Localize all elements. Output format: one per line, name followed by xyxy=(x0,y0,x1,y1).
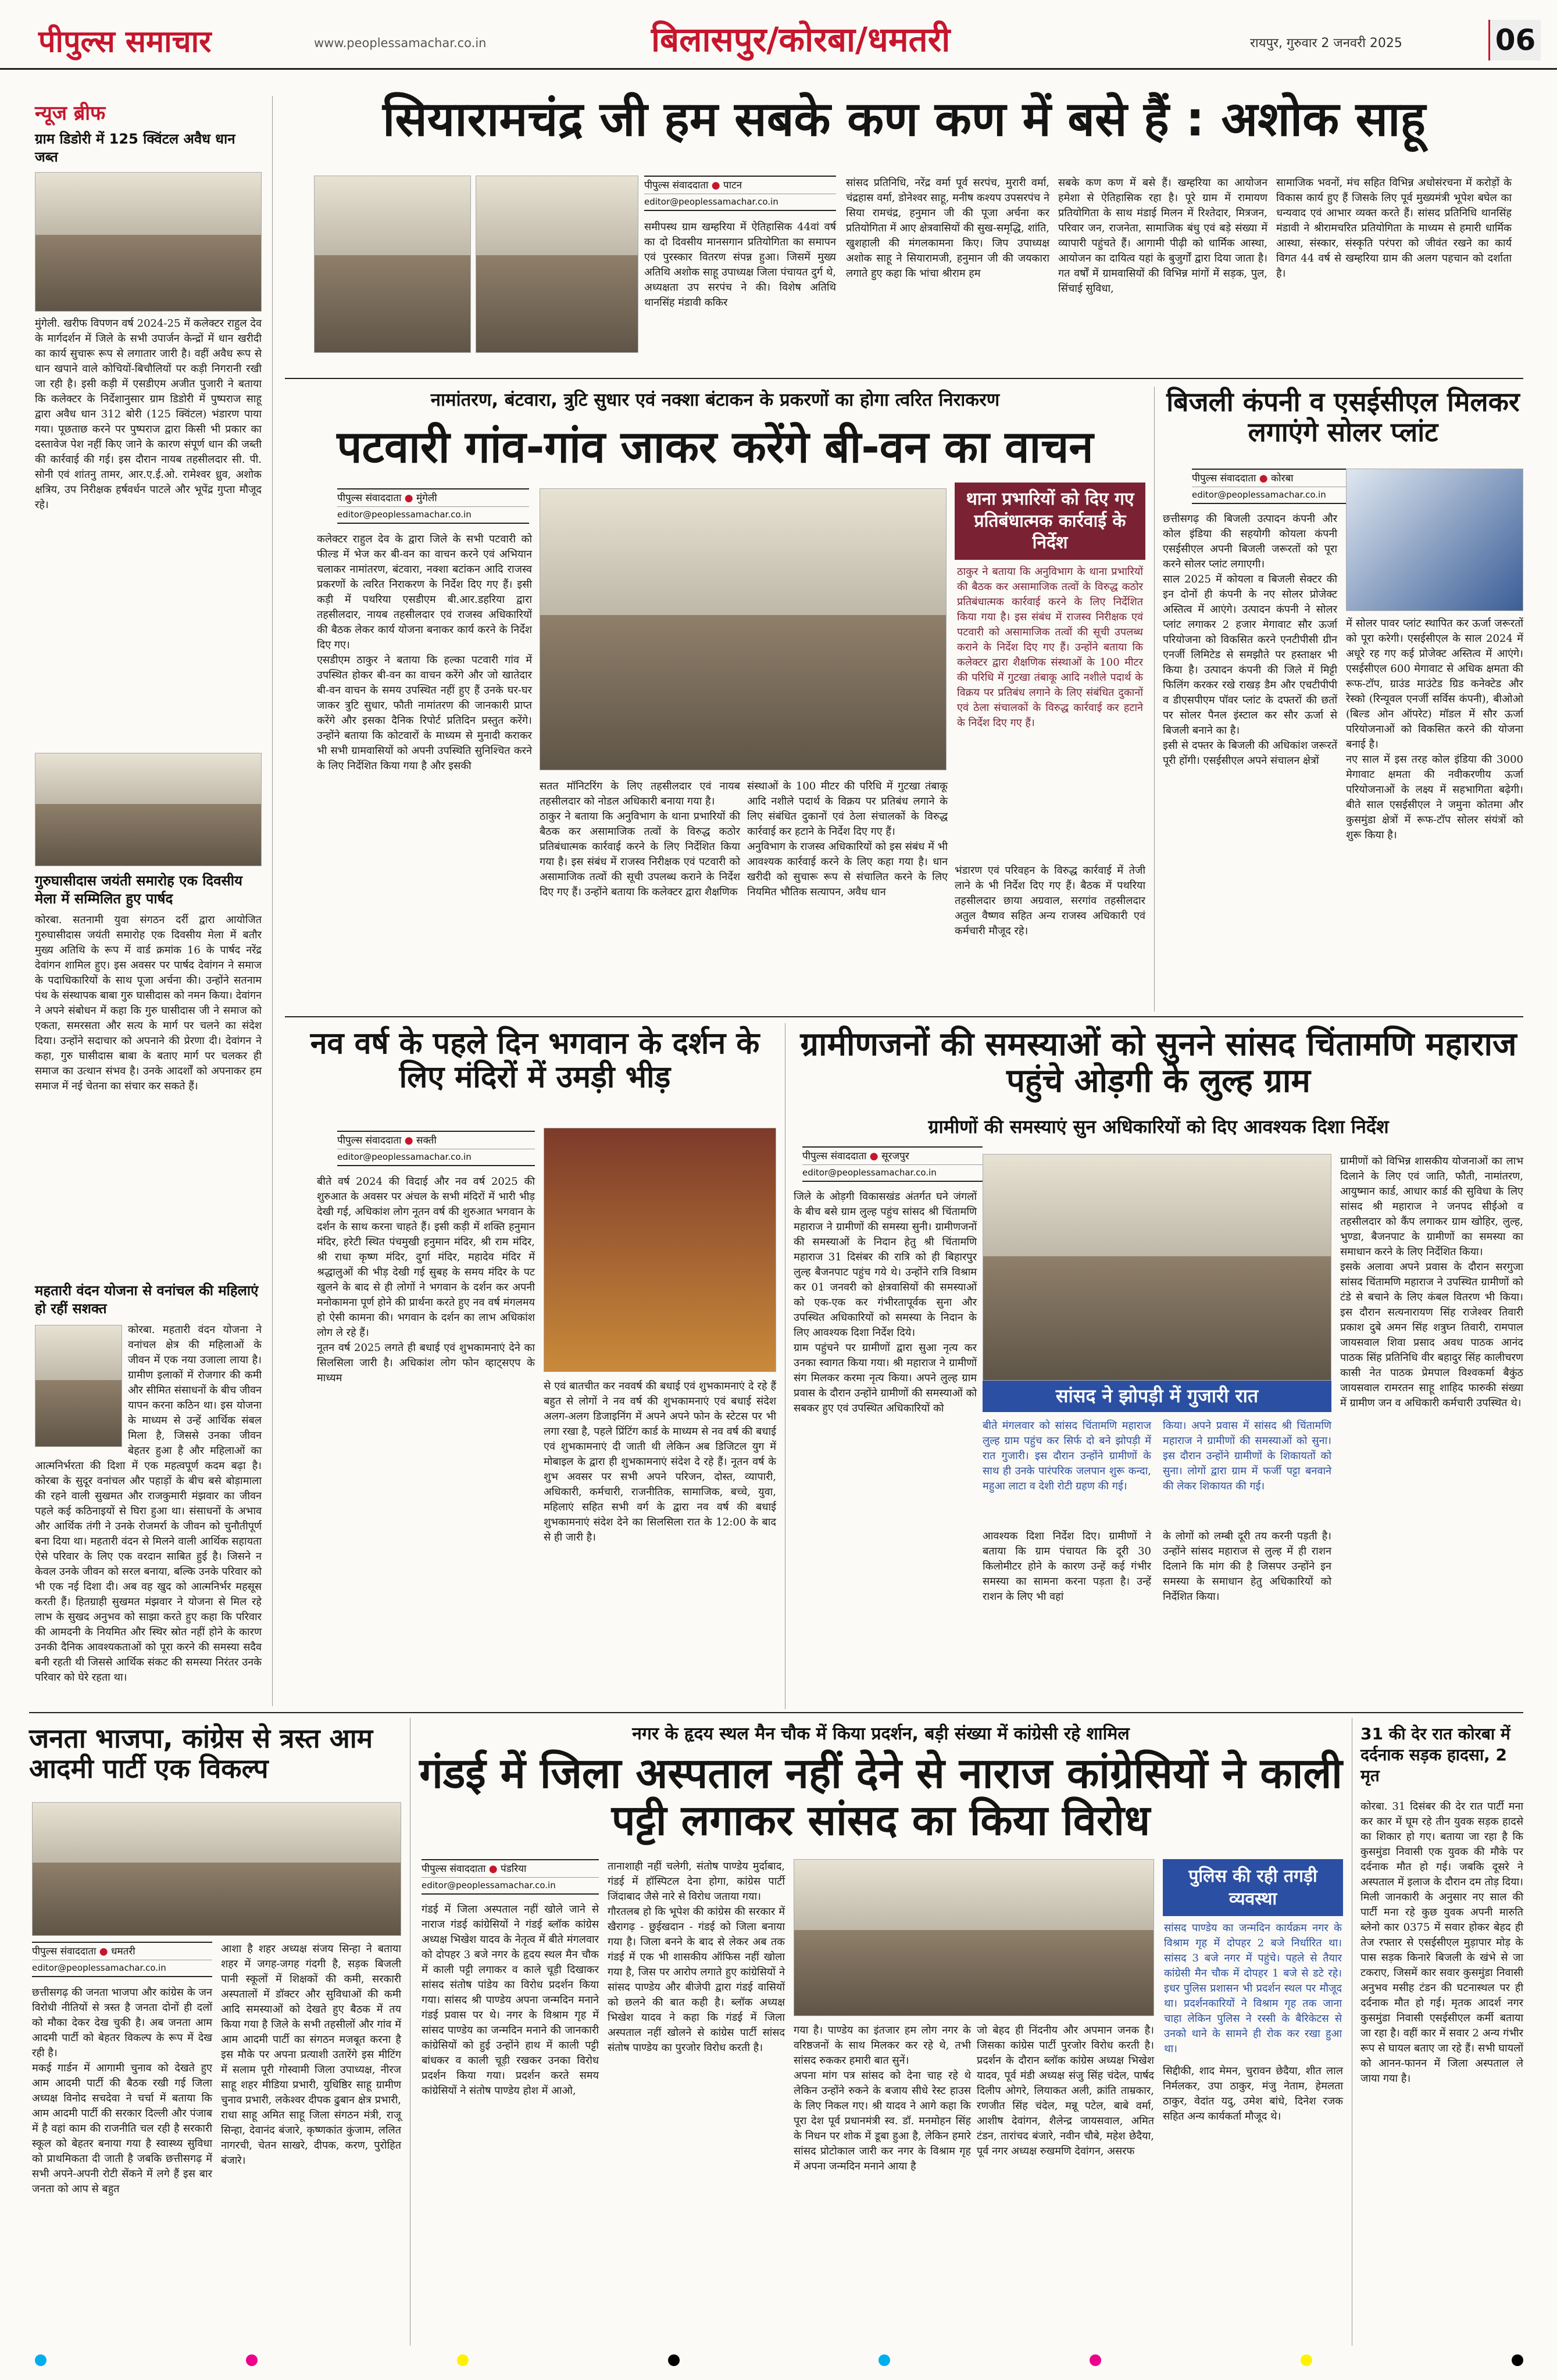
aap-byline-name: पीपुल्स संवाददाता xyxy=(32,1946,97,1957)
patwari-col-4: भंडारण एवं परिवहन के विरुद्ध कार्रवाई में तेजी लाने के भी निर्देश दिए गए हैं। बैठक में पथरिया तहसीलदार छाया अग्रवाल, सरगांव तहसीलदार अतुल वैष्णव सहित अन्य राजस्व अधिकारी एवं कर्मचारी मौजूद रहे। xyxy=(955,864,1145,937)
mp-visit-byline-name: पीपुल्स संवाददाता xyxy=(802,1150,867,1162)
gandai-col-4: जो बेहद ही निंदनीय और अपमान जनक है। जिसका कांग्रेस पार्टी पुरजोर विरोध करती है। प्रदर्शन के दौरान ब्लॉक कांग्रेस अध्यक्ष भिखेश यादव, पूर्व मंडी अध्यक्ष संजु सिंह चंदेल, पार्षद दिलीप ओगरे, लियाकत अली, क्रांति ताम्रकार, रणजीत सिंह चंदेल, मन्नू पटेल, बाबे वर्मा, आशीष देवांगन, शैलेन्द्र जायसवाल, अमित टंडन, तारांचद बंजारे, नवीन चौबे, महेश छेदैया, पूर्व नगर अध्यक्ष रुखमणि देवांगन, असरफ xyxy=(977,2024,1154,2157)
gandai-byline-place: पंडरिया xyxy=(501,1863,527,1875)
news-brief xyxy=(35,99,262,513)
police-arrangement-box xyxy=(1163,1859,1343,2124)
siyaram-byline-email[interactable]: editor@peoplessamachar.co.in xyxy=(644,194,836,211)
solar-byline-name: पीपुल्स संवाददाता xyxy=(1192,473,1256,484)
guru-ghasidas-headline: गुरुघासीदास जयंती समारोह एक दिवसीय मेला में सम्मिलित हुए पार्षद xyxy=(35,873,242,907)
mp-hut-col-2: किया। अपने प्रवास में सांसद श्री चिंतामणि महाराज ने ग्रामीणों की समस्याओं को सुना। इस दौरान उन्होंने ग्रामीणों के शिकायतों को सुना। लोगों द्वारा ग्राम में फर्जी पट्टा बनवाने की लेकर शिकायत की गई। xyxy=(1163,1420,1331,1492)
mp-visit-subhead: ग्रामीणों की समस्याएं सुन अधिकारियों को दिए आवश्यक दिशा निर्देश xyxy=(928,1116,1389,1138)
aap-col-1: छत्तीसगढ़ की जनता भाजपा और कांग्रेस के जन विरोधी नीतियों से त्रस्त है जनता दोनों ही दलों को मौका देकर देख चुकी है। अब जनता आम आदमी पार्टी को बेहतर विकल्प के रूप में देख रही है। मकई गार्डन में आगामी चुनाव को देखते हुए आम आदमी पार्टी की बैठक रखी गई जिला अध्यक्ष विनोद सचदेवा ने चर्चा में बताया कि आम आदमी पार्टी की सरकार दिल्ली और पंजाब में है वहां काम की राजनीति चल रही है सरकारी स्कूल को बेहतर बनाया गया है स्वास्थ्य सुविधा को प्राथमिकता दी जाती है जबकि छत्तीसगढ़ में सभी अपने-अपनी रोटी सेंकने में लगे हैं इस बार जनता को आप से बहुत xyxy=(32,1986,212,2195)
police-directive-title: थाना प्रभारियों को दिए गए प्रतिबंधात्मक कार्रवाई के निर्देश xyxy=(955,483,1145,560)
patwari-headline: पटवारी गांव-गांव जाकर करेंगे बी-वन का वाचन xyxy=(337,421,1094,473)
gandai-protest-photo xyxy=(794,1859,1154,2016)
gandai-col-5: सिद्दीकी, शाद मेमन, चुरावन छेदैया, शीत लाल निर्मलकर, उपा ठाकुर, मंजु नेताम, हेमलता ठाकुर, वेदांत यदु, उमेश बांधे, दिनेश रजक सहित अन्य कार्यकर्ता मौजूद थे। xyxy=(1163,2065,1343,2122)
police-arrangement-title: पुलिस की रही तगड़ी व्यवस्था xyxy=(1163,1859,1343,1916)
siyaram-col-2: सांसद प्रतिनिधि, नरेंद्र वर्मा पूर्व सरपंच, मुरारी वर्मा, चंद्रहास वर्मा, डोनेश्वर साहू, मनीष कश्यप उपसरपंच ने सिया रामचंद्र, हनुमान जी की पूजा अर्चना कर प्रतियोगिता में आए क्षेत्रवासियों की सुख-समृद्धि, शांति, खुशहाली की मंगलकामना किए। जिप उपाध्यक्ष अशोक साहू ने सियारामजी, हनुमान जी की जयकारा लगाते हुए कहा कि भांचा श्रीराम हम xyxy=(846,177,1049,280)
siyaram-col-4: सामाजिक भवनों, मंच सहित विभिन्न अधोसंरचना में करोड़ों के विकास कार्य हुए हैं जिसके लिए पूर्व मुख्यमंत्री भूपेश बघेल का धन्यवाद एवं आभार व्यक्त करते हैं। सांसद प्रतिनिधि थानसिंह मंडावी ने श्रीरामचरित प्रतियोगिता के माध्यम से हमारी धार्मिक आस्था, संस्कार, संस्कृति परंपरा को जीवंत रखने का कार्य विगत 44 वर्ष से खम्हरिया ग्राम की अलग पहचान को दर्शाता है। xyxy=(1276,177,1512,280)
divider-1 xyxy=(285,378,1523,379)
aap-byline: पीपुल्स संवाददाता ● धमतरी editor@peoplessamachar.co.in xyxy=(32,1942,212,1977)
patwari-byline-place: मुंगेली xyxy=(416,492,437,504)
website-url[interactable]: www.peoplessamachar.co.in xyxy=(314,36,487,50)
gandai-col-3: गया है। पाण्डेय का इंतजार हम लोग नगर के वरिष्ठजनों के साथ मिलकर कर रहे थे, तभी सांसद रुककर हमारी बात सुनें। अपना मांग पत्र सांसद को देना चाह रहे थे लेकिन उन्होंने रुकने के बजाय सीधे रेस्ट हाउस के लिए निकल गए। श्री यादव ने आगे कहा कि पूरा देश पूर्व प्रधानमंत्री स्व. डॉ. मनमोहन सिंह के निधन पर शोक में डूबा हुआ है, लेकिन हमारे सांसद प्रोटोकाल जारी कर नगर के विश्राम गृह में अपना जन्मदिन मनाने आया है xyxy=(794,2024,971,2172)
patwari-kicker: नामांतरण, बंटवारा, त्रुटि सुधार एवं नक्शा बंटाकन के प्रकरणों का होगा त्वरित निराकरण xyxy=(430,389,1000,410)
patwari-byline-email[interactable]: editor@peoplessamachar.co.in xyxy=(337,506,529,524)
temple-byline-place: सक्ती xyxy=(416,1135,437,1146)
temple-col-2: से एवं बातचीत कर नववर्ष की बधाई एवं शुभकामनाएं दे रहे हैं बहुत से लोगों ने नव वर्ष की शुभकामनाएं एवं बधाई संदेश अलग-अलग डिजाइनिंग में अपने अपने फोन के स्टेटस पर भी लगा रखा है, पहले प्रिंटिंग कार्ड के माध्यम से नव वर्ष की बधाई एवं शुभकामनाएं दी जाती थी लेकिन अब डिजिटल युग में मोबाइल के द्वारा ही शुभकामनाएं संदेश दे रहे हैं। नूतन वर्ष के शुभ अवसर पर सभी अपने परिजन, दोस्त, व्यापारी, अधिकारी, कर्मचारी, राजनीतिक, सामाजिक, बच्चे, युवा, महिलाएं सहित सभी वर्ग के द्वारा नव वर्ष की बधाई शुभकामनाएं संदेश देने का सिलसिला रात के 12:00 के बाद से ही जारी है। xyxy=(544,1380,776,1543)
gandai-byline-name: पीपुल्स संवाददाता xyxy=(422,1863,486,1875)
mp-visit-headline: ग्रामीणजनों की समस्याओं को सुनने सांसद चिंतामणि महाराज पहुंचे ओड़गी के लुल्ह ग्राम xyxy=(800,1025,1517,1100)
siyaram-byline-name: पीपुल्स संवाददाता xyxy=(644,180,709,191)
temple-byline: पीपुल्स संवाददाता ● सक्ती editor@peoplessamachar.co.in xyxy=(337,1131,535,1166)
divider-3 xyxy=(29,1712,1523,1713)
guru-ghasidas-photo xyxy=(35,753,262,866)
solar-headline: बिजली कंपनी व एसईसीएल मिलकर लगाएंगे सोलर प्लांट xyxy=(1166,386,1520,448)
page-number: 06 xyxy=(1488,20,1541,60)
aap-byline-place: धमतरी xyxy=(111,1946,135,1957)
guru-ghasidas-story xyxy=(35,753,262,1094)
aap-byline-email[interactable]: editor@peoplessamachar.co.in xyxy=(32,1960,212,1977)
divider-patwari-solar xyxy=(1154,387,1155,1012)
gandai-col-2: तानाशाही नहीं चलेगी, संतोष पाण्डेय मुर्दाबाद, गंडई में हॉस्पिटल देना होगा, कांग्रेस पार्टी जिंदाबाद जैसे नारे से विरोध जताया गया। गौरतलब हो कि भूपेश की कांग्रेस की सरकार में खैरागढ़ - छुईखदान - गंडई को जिला बनाया गया है। जिला बनने के बाद से लेकर अब तक गंडई में एक भी शासकीय ऑफिस नहीं खोला गया है, जिस पर आरोप लगाते हुए कांग्रेसियों ने सांसद पाण्डेय और बीजेपी द्वारा गंडई वासियों को छलने की बात कही है। ब्लॉक अध्यक्ष भिखेश यादव ने कहा कि गंडई में जिला अस्पताल नहीं खोलने से कांग्रेस पार्टी सांसद संतोष पाण्डेय का पुरजोर विरोध करती है। xyxy=(608,1860,785,2054)
aap-col-2: आशा है शहर अध्यक्ष संजय सिन्हा ने बताया शहर में जगह-जगह गंदगी है, सड़क बिजली पानी स्कूलों में शिक्षकों की कमी, सरकारी अस्पतालों में डॉक्टर और सुविधाओं की कमी आदि समस्याओं को देखते हुए बैठक में तय किया गया है जिले के सभी तहसीलों और गांव में आम आदमी पार्टी का संगठन मजबूत करना है इस मौके पर अपना प्रत्याशी उतारेंगे इस मीटिंग में सलाम पूरी गोस्वामी जिला उपाध्यक्ष, नीरज साहू शहर मीडिया प्रभारी, युधिष्ठिर साहू ग्रामीण चुनाव प्रभारी, लकेश्वर दीपक ढुबान क्षेत्र प्रभारी, राधा साहू अमित साहू जिला संगठन मंत्री, राजू सिन्हा, देवानंद बंजारे, कृष्णकांत कुंजाम, ललित नागरची, चेतन साखरे, दीपक, करण, पुरोहित बंजारे। xyxy=(221,1943,401,2167)
temple-photo xyxy=(544,1128,776,1372)
guru-ghasidas-body: कोरबा. सतनामी युवा संगठन दर्री द्वारा आयोजित गुरुघासीदास जयंती समारोह एक दिवसीय मेला में बतौर मुख्य अतिथि के रूप में वार्ड क्रमांक 16 के पार्षद नरेंद्र देवांगन शामिल हुए। इस अवसर पर पार्षद देवांगन ने समाज के पदाधिकारियों के साथ पूजा अर्चना की। उन्होंने सतनाम पंथ के संस्थापक बाबा गुरु घासीदास को नमन किया। देवांगन ने अपने संबोधन में कहा कि गुरु घासीदास जी ने समाज को एकता, समरसता और सत्य के मार्ग पर चलने का संदेश दिया। उन्होंने सदाचार को अपनाने की प्रेरणा दी। देवांगन ने कहा, गुरु घासीदास बाबा के बताए मार्ग पर चलकर ही समाज का उत्थान संभव है। उनके आदर्शों को अपनाकर हम समाज में नई चेतना का संचार कर सकते हैं। xyxy=(35,914,262,1092)
gandai-byline-email[interactable]: editor@peoplessamachar.co.in xyxy=(422,1877,599,1895)
patwari-col-2: सतत मॉनिटरिंग के लिए तहसीलदार एवं नायब तहसीलदार को नोडल अधिकारी बनाया गया है। ठाकुर ने बताया कि अनुविभाग के थाना प्रभारियों की बैठक कर असामाजिक तत्वों के विरुद्ध कठोर प्रतिबंधात्मक कार्रवाई करने के लिए निर्देशित किया गया है। इस संबंध में राजस्व निरीक्षक एवं पटवारी को असामाजिक तत्वों की सूची उपलब्ध कराने के निर्देश दिए गए हैं। उन्होंने बताया कि कलेक्टर द्वारा शैक्षणिक xyxy=(540,780,740,898)
edition-title: बिलासपुर/कोरबा/धमतरी xyxy=(651,20,951,59)
siyaram-photo-1 xyxy=(314,176,471,353)
mp-visit-col-3: के लोगों को लम्बी दूरी तय करनी पड़ती है। उन्होंने सांसद महाराज से लुल्ह में ही राशन दिलाने कि मांग की है जिसपर उन्होंने इन समस्या के समाधान हेतु अधिकारियों को निर्देशित किया। xyxy=(1163,1530,1331,1603)
aap-headline: जनता भाजपा, कांग्रेस से त्रस्त आम आदमी पार्टी एक विकल्प xyxy=(29,1723,373,1784)
siyaram-photo-2 xyxy=(476,176,638,353)
news-brief-headline: ग्राम डिडोरी में 125 क्विंटल अवैध धान जब्त xyxy=(35,131,235,165)
issue-date: रायपुर, गुरुवार 2 जनवरी 2025 xyxy=(1250,36,1402,51)
newspaper-logo[interactable]: पीपुल्स समाचार xyxy=(38,24,212,59)
solar-col-2: में सोलर पावर प्लांट स्थापित कर ऊर्जा जरूरतों को पूरा करेगी। एसईसीएल के साल 2024 में अधूरे रह गए कई प्रोजेक्ट अस्तित्व में आएंगे। एसईसीएल 600 मेगावाट से अधिक क्षमता की रूफ-टॉप, ग्राउंड माउंटेड ग्रिड कनेक्टेड और रेस्को (रिन्यूवल एनर्जी सर्विस कंपनी), बीओओ (बिल्ड ओन ऑपरेट) मॉडल में सौर ऊर्जा परियोजनाओं को विकसित करने की योजना बनाई है। नए साल में इस तरह कोल इंडिया की 3000 मेगावाट क्षमता की नवीकरणीय ऊर्जा परियोजनाओं के लक्ष्य में सहभागिता बढ़ेगी। बीते साल एसईसीएल ने जमुना कोतमा और कुसमुंडा क्षेत्रों में रूफ-टॉप सोलर संयंत्रों को शुरू किया है। xyxy=(1346,617,1523,841)
mp-visit-photo xyxy=(983,1154,1331,1381)
gandai-col-1: गंडई में जिला अस्पताल नहीं खोले जाने से नाराज गंडई कांग्रेसियों ने गंडई ब्लॉक कांग्रेस अध्यक्ष भिखेश यादव के नेतृत्व में बीते मंगलवार को दोपहर 3 बजे नगर के हृदय स्थल मैन चौक में काली पट्टी लगाकर व काले चूड़ी दिखाकर सांसद संतोष पांडेय का विरोध प्रदर्शन किया गया। सांसद श्री पाण्डेय अपना जन्मदिन मनाने गंडई प्रवास पर थे। नगर के विश्राम गृह में सांसद पाण्डेय का जन्मदिन मनाने की जानकारी कांग्रेसियों को हुई उन्होंने हाथ में काली पट्टी बांधकर व काली चूड़ी रखकर उनका विरोध प्रदर्शन किया गया। प्रदर्शन करते समय कांग्रेसियों ने संतोष पाण्डेय होश में आओ, xyxy=(422,1903,599,2097)
news-brief-label: न्यूज ब्रीफ xyxy=(35,102,106,125)
police-directive-body: ठाकुर ने बताया कि अनुविभाग के थाना प्रभारियों की बैठक कर असामाजिक तत्वों के विरुद्ध कठोर प्रतिबंधात्मक कार्रवाई करने के लिए निर्देशित किया गया है। इस संबंध में राजस्व निरीक्षक एवं पटवारी को असामाजिक तत्वों की सूची उपलब्ध कराने के निर्देश दिए गए हैं। उन्होंने बताया कि कलेक्टर द्वारा शैक्षणिक संस्थाओं के 100 मीटर की परिधि में गुटखा तंबाकू आदि नशीले पदार्थ के विक्रय पर प्रतिबंध लगाने के लिए संबंधित दुकानों एवं ठेला संचालकों के विरुद्ध कार्रवाई कर हटाने के निर्देश दिए गए हैं। xyxy=(957,565,1143,729)
mp-hut-col-1: बीते मंगलवार को सांसद चिंतामणि महाराज लुल्ह ग्राम पहुंच कर सिर्फ दो बने झोपड़ी में रात गुजारी। इस दौरान उन्होंने ग्रामीणों के साथ ही उनके पारंपरिक जलपान शुरू कन्दा, महुआ लाटा व देशी रोटी ग्रहण की गई। xyxy=(983,1420,1151,1492)
mp-hut-banner: सांसद ने झोपड़ी में गुजारी रात xyxy=(983,1381,1331,1412)
mp-visit-byline-place: सूरजपुर xyxy=(881,1150,909,1162)
mp-visit-col-4: ग्रामीणों को विभिन्न शासकीय योजनाओं का लाभ दिलाने के लिए एवं जाति, फौती, नामांतरण, आयुष्मान कार्ड, आधार कार्ड की सुविधा के लिए सांसद श्री महाराज ने जनपद सीईओ व तहसीलदार को कैंप लगाकर ग्राम खोहिर, लुल्ह, भुण्डा, बैजनपाट के ग्रामीणों का समस्या का समाधान करने के लिए निर्देशित किया। इसके अलावा अपने प्रवास के दौरान सरगुजा सांसद चिंतामणि महाराज ने उपस्थित ग्रामीणों को टंडे से बचाने के लिए कंबल वितरण भी किया। इस दौरान सत्यनारायण सिंह राजेश्वर तिवारी प्रकाश दुबे अमन सिंह शत्रुघ्न तिवारी, रामपाल जायसवाल शिवा प्रसाद अवध पाठक आनंद पाठक सिंह प्रतिनिधि वीर बहादुर सिंह कालीचरण कासी नेत पाठक प्रेमपाल विश्वकर्मा बैकुंठ जायसवाल रामरतन साहू शाहिद फारुकी संख्या में ग्रामीण जन व अधिकारी कर्मचारी उपस्थित थे। xyxy=(1340,1155,1523,1409)
police-arrangement-body: सांसद पाण्डेय का जन्मदिन कार्यक्रम नगर के विश्राम गृह में दोपहर 2 बजे निर्धारित था। सांसद 3 बजे नगर में पहुंचे। पहले से तैयार कांग्रेसी मैन चौक में दोपहर 1 बजे से डटे रहे। इधर पुलिस प्रशासन भी प्रदर्शन स्थल पर मौजूद था। प्रदर्शनकारियों ने विश्राम गृह तक जाना चाहा लेकिन पुलिस ने रस्सी के बैरिकेटस से उनको थाने के सामने ही रोक कर रखा हुआ था। xyxy=(1164,1922,1342,2055)
mahtari-vandan-story xyxy=(35,1282,262,1685)
news-brief-body: मुंगेली. खरीफ विपणन वर्ष 2024-25 में कलेक्टर राहुल देव के मार्गदर्शन में जिले के सभी उपार्जन केन्द्रों में धान खरीदी का कार्य सुचारू रूप से लगातार जारी है। वहीं अवैध रूप से धान खपाने वाले कोचियों-बिचौलियों पर कड़ी निगरानी रखी जा रही है। इसी कड़ी में एसडीएम अजीत पुजारी ने बताया कि कलेक्टर के निर्देशानुसार ग्राम डिडोरी में पुष्पराज साहू द्वारा अवैध धान 312 बोरी (125 क्विंटल) भंडारण पाया गया। पूछताछ करने पर पुष्पराज द्वारा किसी भी प्रकार का दस्तावेज पेश नहीं किए जाने के कारण संपूर्ण धान की जब्ती की कार्रवाई की गई। इस दौरान नायब तहसीलदार सी. पी. सोनी एवं शांतनु तामर, आर.ए.ई.ओ. रामेश्वर ध्रुव, अशोक क्षत्रिय, उप निरीक्षक हर्षवर्धन पाटले और भूपेंद्र गुप्ता मौजूद रहे। xyxy=(35,317,262,511)
siyaram-headline: सियारामचंद्र जी हम सबके कण कण में बसे हैं : अशोक साहू xyxy=(383,92,1426,147)
solar-col-1: छत्तीसगढ़ की बिजली उत्पादन कंपनी और कोल इंडिया की सहयोगी कोयला कंपनी एसईसीएल अपनी बिजली जरूरतों को पूरा करने सोलर प्लांट लगाएगी। साल 2025 में कोयला व बिजली सेक्टर की इन दोनों ही कंपनी के नए सोलर प्रोजेक्ट अस्तित्व में आएंगे। उत्पादन कंपनी ने सोलर प्लांट लगाकर 2 हजार मेगावाट सौर ऊर्जा परियोजना को विकसित करने एनटीपीसी ग्रीन एनर्जी लिमिटेड से समझौते पर हस्ताक्षर भी किया है। उत्पादन कंपनी की जिले में मिट्टी फिलिंग करकर रखे राखड़ डैम और एचटीपीपी व डीएसपीएम पॉवर प्लांट के दफ्तरों की छतों पर सोलर पैनल इंस्टाल कर सौर ऊर्जा से बिजली बनाने का है। इसी से दफ्तर के बिजली की अधिकांश जरूरतें पूरी होंगी। एसईसीएल अपने संचालन क्षेत्रों xyxy=(1163,513,1337,767)
mahtari-vandan-body: कोरबा. महतारी वंदन योजना ने वनांचल क्षेत्र की महिलाओं के जीवन में एक नया उजाला लाया है। ग्रामीण इलाकों में रोजगार की कमी और सीमित संसाधनों के बीच जीवन यापन करना कठिन था। इस योजना के माध्यम से उन्हें आर्थिक संबल मिला है, जिससे उनका जीवन बेहतर हुआ है और महिलाओं का आत्मनिर्भरता की दिशा में एक महत्वपूर्ण कदम बढ़ा है। कोरबा के सुदूर वनांचल और पहाड़ों के बीच बसे बोड़ामाला की रहने वाली सुखमत और राजकुमारी मंझवार का जीवन पहले कई कठिनाइयों से घिरा हुआ था। संसाधनों के अभाव और आर्थिक तंगी ने उनके रोजमर्रा के जीवन को चुनौतीपूर्ण बना दिया था। महतारी वंदन से मिलने वाली आर्थिक सहायता ऐसे परिवार के लिए एक वरदान साबित हुई है। जिसने न केवल उनके जीवन को सरल बनाया, बल्कि उनके परिवार को भी एक नई दिशा दी। अब वह खुद को आत्मनिर्भर महसूस करती हैं। हितग्राही सुखमत मंझवार ने योजना से मिल रहे लाभ के सुखद अनुभव को साझा करते हुए कहा कि परिवार की आमदनी के नियमित और स्थिर स्रोत नहीं होने के कारण उनकी दैनिक आवश्यकताओं को पूरा करने की समस्या सदैव बनी रहती थी जिससे आर्थिक संकट की समस्या निरंतर उनके परिवार को घेरे रहता था। xyxy=(35,1324,262,1684)
accident-body: कोरबा. 31 दिसंबर की देर रात पार्टी मना कर कार में घूम रहे तीन युवक सड़क हादसे का शिकार हो गए। बताया जा रहा है कि कुसमुंडा निवासी एक युवक की मौके पर दर्दनाक मौत हो गई। जबकि दूसरे ने अस्पताल में इलाज के दौरान दम तोड़ दिया। मिली जानकारी के अनुसार नए साल की पार्टी मना रहे कुछ युवक अपनी मारुति ब्लेनो कार 0375 में सवार होकर बेहद ही तेज रफ्तार से एसईसीएल मुड़ापार मोड़ के पास सड़क किनारे बिजली के खंभे से जा टकराए, जिसमें कार सवार कुसमुंडा निवासी अनुभव मसीह टंडन की घटनास्थल पर ही दर्दनाक मौत हो गई। मृतक आदर्श नगर कुसमुंडा निवासी एसईसीएल कर्मी बताया जा रहा है। वहीं कार में सवार 2 अन्य गंभीर रूप से घायल बताए जा रहे हैं। सभी घायलों को आनन-फानन में जिला अस्पताल ले जाया गया है। xyxy=(1360,1800,1523,2085)
mp-visit-byline: पीपुल्स संवाददाता ● सूरजपुर editor@peoplessamachar.co.in xyxy=(802,1146,983,1182)
mahtari-vandan-headline: महतारी वंदन योजना से वनांचल की महिलाएं हो रहीं सशक्त xyxy=(35,1282,259,1317)
temple-headline: नव वर्ष के पहले दिन भगवान के दर्शन के लिए मंदिरों में उमड़ी भीड़ xyxy=(310,1026,760,1095)
divider-2 xyxy=(285,1016,1523,1017)
mp-visit-col-2: आवश्यक दिशा निर्देश दिए। ग्रामीणों ने बताया कि ग्राम पंचायत कि दूरी 30 किलोमीटर होने के कारण उन्हें कई गंभीर समस्या का सामना करना पड़ता है। उन्हें राशन के लिए भी वहां xyxy=(983,1530,1151,1603)
patwari-meeting-photo xyxy=(540,488,947,770)
patwari-byline: पीपुल्स संवाददाता ● मुंगेली editor@peoplessamachar.co.in xyxy=(337,488,529,524)
police-directive-box xyxy=(955,483,1145,735)
siyaram-byline-place: पाटन xyxy=(723,180,742,191)
gandai-byline: पीपुल्स संवाददाता ● पंडरिया editor@peoplessamachar.co.in xyxy=(422,1859,599,1895)
sidebar-divider xyxy=(272,96,273,1706)
temple-byline-email[interactable]: editor@peoplessamachar.co.in xyxy=(337,1149,535,1166)
patwari-col-1: कलेक्टर राहुल देव के द्वारा जिले के सभी पटवारी को फील्ड में भेज कर बी-वन का वाचन करने एवं अभियान चलाकर नामांतरण, बंटवारा, नक्शा बटांकन आदि राजस्व प्रकरणों के त्वरित निराकरण के निर्देश दिए गए हैं। इसी कड़ी में पथरिया एसडीएम बी.आर.डहरिया द्वारा तहसीलदार, नायब तहसीलदार एवं राजस्व अधिकारियों की बैठक लेकर कार्य योजना बनाकर कार्य करने के निर्देश दिए गए। एसडीएम ठाकुर ने बताया कि हल्का पटवारी गांव में उपस्थित होकर बी-वन का वाचन करेंगे और जो खातेदार बी-वन वाचन के समय उपस्थित नहीं हुए हैं उनके घर-घर जाकर त्रुटि सुधार, फौती नामांतरण की जानकारी प्राप्त करेंगे और इसका दैनिक रिपोर्ट प्रतिदिन प्रस्तुत करेंगे। उन्होंने बताया कि कोटवारों के माध्यम से मुनादी कराकर भी सभी ग्रामवासियों को अपनी उपस्थिति सुनिश्चित करने के लिए निर्देशित किया गया है और इसकी xyxy=(317,533,532,772)
solar-panel-photo xyxy=(1346,469,1523,611)
gandai-headline: गंडई में जिला अस्पताल नहीं देने से नाराज कांग्रेसियों ने काली पट्टी लगाकर सांसद का किया विरोध xyxy=(419,1749,1342,1845)
aap-photo xyxy=(32,1802,401,1936)
mp-visit-byline-email[interactable]: editor@peoplessamachar.co.in xyxy=(802,1164,983,1182)
solar-byline-place: कोरबा xyxy=(1271,473,1294,484)
mahtari-vandan-photo xyxy=(35,1325,122,1447)
siyaram-byline: पीपुल्स संवाददाता ● पाटन editor@peoplessamachar.co.in xyxy=(644,176,836,211)
gandai-kicker: नगर के हृदय स्थल मैन चौक में किया प्रदर्शन, बड़ी संख्या में कांग्रेसी रहे शामिल xyxy=(632,1724,1130,1744)
news-brief-photo xyxy=(35,172,262,312)
solar-byline: पीपुल्स संवाददाता ● कोरबा editor@peoplessamachar.co.in xyxy=(1192,469,1384,504)
accident-headline: 31 की देर रात कोरबा में दर्दनाक सड़क हादसा, 2 मृत xyxy=(1360,1724,1510,1785)
mp-visit-col-1: जिले के ओड़गी विकासखंड अंतर्गत घने जंगलों के बीच बसे ग्राम लुल्ह पहुंच सांसद श्री चिंतामणि महाराज ने ग्रामीणों की समस्या सुनी। ग्रामीणजनों की समस्याओं के निदान हेतु श्री चिंतामणि महाराज 31 दिसंबर की रात्रि को ही बिहारपुर लुल्ह बैजनपाट पहुंच गये थे। उन्होंने रात्रि विश्राम कर 01 जनवरी को क्षेत्रवासियों की समस्याओं को एक-एक कर गंभीरतापूर्वक सुना और उपस्थित अधिकारियों को समस्या के निदान के लिए आवश्यक दिशा निर्देश दिये। ग्राम पहुंचने पर ग्रामीणों द्वारा सुआ नृत्य कर उनका स्वागत किया गया। श्री महाराज ने ग्रामीणों संग मिलकर करमा नृत्य किया। अपने लुल्ह ग्राम प्रवास के दौरान उन्होंने ग्रामीणों की समस्याओं को सबकर हुए एवं उपस्थित अधिकारियों को xyxy=(794,1191,977,1414)
temple-byline-name: पीपुल्स संवाददाता xyxy=(337,1135,402,1146)
siyaram-col-3: सबके कण कण में बसे हैं। खम्हरिया का आयोजन हमेशा से ऐतिहासिक रहा है। पूरे ग्राम में रामायण प्रतियोगिता के साथ मंडाई मिलन में रिश्तेदार, मित्रजन, परिवार जन, राजनेता, सामाजिक बंधु एवं बड़े संख्या में व्यापारी पहुंचते हैं। आगामी पीढ़ी को धार्मिक आस्था, आयोजन का दायित्व यहां के बुजुर्गों द्वारा दिया जाता है। गत वर्षों में ग्रामवासियों की विभिन्न मांगों में सड़क, पुल, सिंचाई सुविधा, xyxy=(1058,177,1267,295)
siyaram-col-1: समीपस्थ ग्राम खम्हरिया में ऐतिहासिक 44वां वर्ष का दो दिवसीय मानसगान प्रतियोगिता का समापन एवं पुरस्कार वितरण संपन्न हुआ। जिसमें मुख्य अतिथि अशोक साहू उपाध्यक्ष जिला पंचायत दुर्ग थे, अध्यक्षता उप सरपंच ने की। विशेष अतिथि थानसिंह मंडावी ककिर xyxy=(644,221,836,309)
print-color-bar xyxy=(35,2354,1523,2366)
patwari-col-3: संस्थाओं के 100 मीटर की परिधि में गुटखा तंबाकू आदि नशीले पदार्थ के विक्रय पर प्रतिबंध लगाने के लिए संबंधित दुकानों एवं ठेला संचालकों के विरुद्ध कार्रवाई कर हटाने के निर्देश दिए गए हैं। अनुविभाग के राजस्व अधिकारियों को इस संबंध में भी आवश्यक कार्रवाई करने के लिए कहा गया है। धान खरीदी को सुचारू रूप से संचालित करने के लिए नियमित भौतिक सत्यापन, अवैध धान xyxy=(747,780,948,898)
temple-col-1: बीते वर्ष 2024 की विदाई और नव वर्ष 2025 की शुरुआत के अवसर पर अंचल के सभी मंदिरों में भारी भीड़ देखी गई, अधिकांश लोग नूतन वर्ष की शुरुआत भगवान के दर्शन के साथ करना चाहते हैं। इसी कड़ी में शक्ति हनुमान मंदिर, हरेटी स्थित पंचमुखी हनुमान मंदिर, श्री राम मंदिर, श्री राधा कृष्ण मंदिर, दुर्गा मंदिर, महादेव मंदिर में श्रद्धालुओं की भीड़ देखी गई सुबह के समय मंदिर के पट खुलने के बाद से ही लोगों ने भगवान के दर्शन कर अपनी मनोकामना पूर्ण होने की प्रार्थना करते हुए नव वर्ष मंगलमय हो ऐसी कामना की। भगवान के दर्शन का लाभ अधिकांश लोग ले रहे हैं। नूतन वर्ष 2025 लगते ही बधाई एवं शुभकामनाएं देने का सिलसिला जारी है। अधिकांश लोग फोन व्हाट्सएप के माध्यम xyxy=(317,1175,535,1384)
masthead xyxy=(0,0,1557,70)
patwari-byline-name: पीपुल्स संवाददाता xyxy=(337,492,402,504)
solar-byline-email[interactable]: editor@peoplessamachar.co.in xyxy=(1192,487,1384,504)
